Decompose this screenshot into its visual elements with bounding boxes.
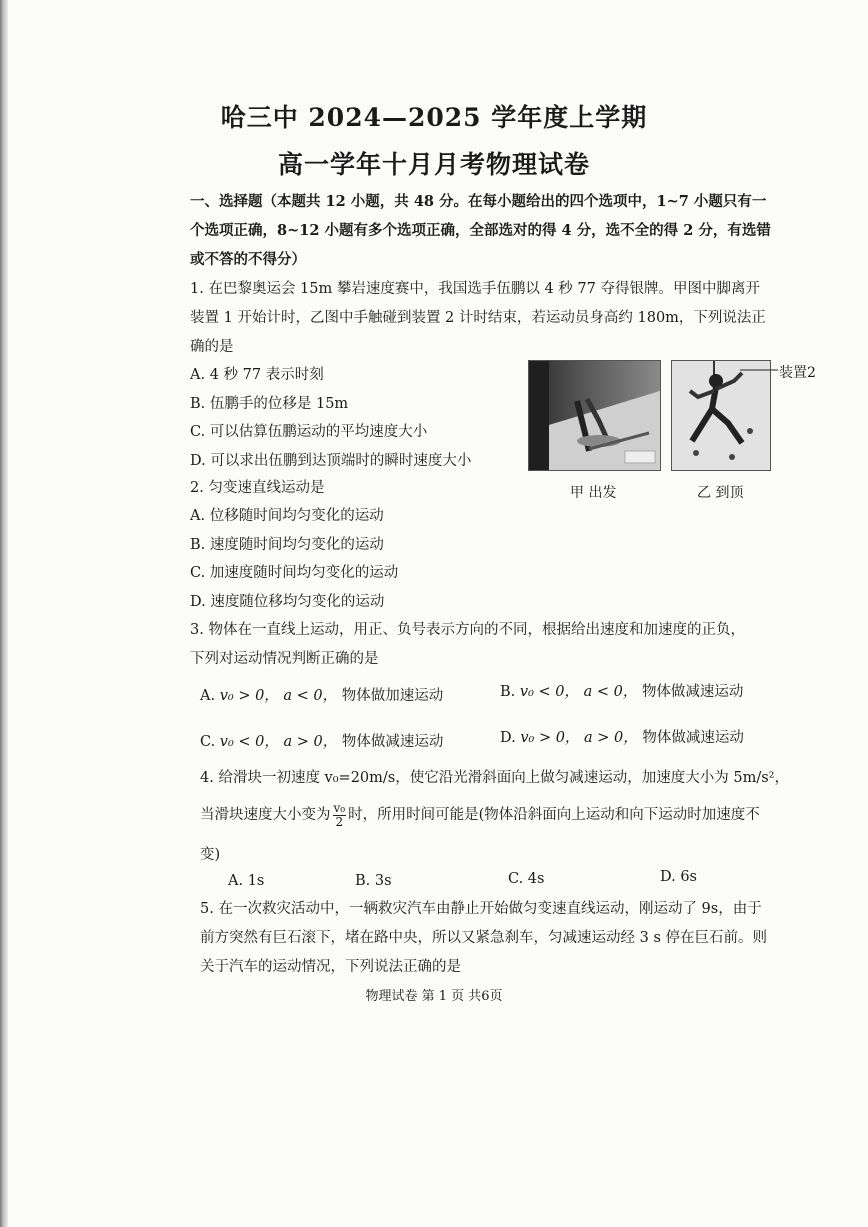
photo-top bbox=[671, 360, 771, 471]
q4-option-d: D. 6s bbox=[660, 869, 697, 885]
q3-option-d-cond: v₀ > 0， a > 0， bbox=[520, 730, 638, 746]
q4-fraction-denominator: 2 bbox=[335, 814, 344, 829]
q4-stem-line1: 4. 给滑块一初速度 v₀=20m/s，使它沿光滑斜面向上做匀减速运动，加速度大小为 5m/s²， bbox=[200, 770, 789, 786]
scan-edge bbox=[0, 0, 8, 1227]
q3-option-c-text: 物体做减速运动 bbox=[341, 734, 444, 750]
q2-stem: 2. 匀变速直线运动是 bbox=[190, 480, 325, 496]
page-footer: 物理试卷 第 1 页 共6页 bbox=[365, 989, 503, 1004]
q2-option-d: D. 速度随位移均匀变化的运动 bbox=[190, 594, 385, 610]
q3-option-b bbox=[500, 682, 743, 702]
q4-stem-line3: 变) bbox=[200, 847, 221, 863]
section-header-line3: 或不答的不得分） bbox=[190, 251, 306, 268]
q3-option-c bbox=[200, 732, 443, 752]
exam-title-line1: 哈三中 2024—2025 学年度上学期 bbox=[220, 103, 648, 132]
q1-stem-line3: 确的是 bbox=[190, 339, 234, 355]
photo-start bbox=[528, 360, 661, 471]
q4-stem-line2 bbox=[200, 800, 760, 830]
device2-pointer bbox=[740, 364, 780, 376]
q3-option-a bbox=[200, 686, 443, 706]
q3-option-c-label: C. bbox=[200, 734, 216, 750]
q3-option-a-text: 物体做加速运动 bbox=[341, 688, 444, 704]
q5-stem-line3: 关于汽车的运动情况，下列说法正确的是 bbox=[200, 959, 461, 975]
q3-option-b-text: 物体做减速运动 bbox=[641, 684, 744, 700]
q3-option-d-text: 物体做减速运动 bbox=[642, 730, 744, 746]
q1-option-c: C. 可以估算伍鹏运动的平均速度大小 bbox=[190, 424, 428, 440]
q2-option-c: C. 加速度随时间均匀变化的运动 bbox=[190, 565, 399, 581]
q3-option-c-cond: v₀ < 0， a > 0， bbox=[219, 734, 338, 750]
q1-stem-line1: 1. 在巴黎奥运会 15m 攀岩速度赛中，我国选手伍鹏以 4 秒 77 夺得银牌。甲图中脚离开 bbox=[190, 281, 760, 297]
q4-fraction bbox=[333, 802, 347, 829]
q1-stem-line2: 装置 1 开始计时，乙图中手触碰到装置 2 计时结束，若运动员身高约 180m，下列说法正 bbox=[190, 310, 766, 326]
section-header-line1: 一、选择题（本题共 12 小题，共 48 分。在每小题给出的四个选项中，1~7 小题只有一 bbox=[190, 193, 767, 210]
q3-option-a-cond: v₀ > 0， a < 0， bbox=[219, 688, 338, 704]
q3-stem-line2: 下列对运动情况判断正确的是 bbox=[190, 651, 379, 667]
q4-option-c: C. 4s bbox=[508, 871, 545, 887]
q4-stem-line2-post: 时，所用时间可能是(物体沿斜面向上运动和向下运动时加速度不 bbox=[348, 807, 760, 823]
q5-stem-line1: 5. 在一次救灾活动中，一辆救灾汽车由静止开始做匀变速直线运动，刚运动了 9s，由于 bbox=[200, 901, 762, 917]
q5-stem-line2: 前方突然有巨石滚下，堵在路中央，所以又紧急刹车，匀减速运动经 3 s 停在巨石前。则 bbox=[200, 930, 767, 946]
q4-fraction-numerator: v₀ bbox=[333, 800, 346, 815]
photo-top-caption: 乙 到顶 bbox=[697, 485, 744, 501]
photo-start-caption: 甲 出发 bbox=[570, 485, 617, 501]
q1-option-a: A. 4 秒 77 表示时刻 bbox=[190, 367, 324, 383]
q1-option-b: B. 伍鹏手的位移是 15m bbox=[190, 396, 349, 412]
q2-option-a: A. 位移随时间均匀变化的运动 bbox=[190, 508, 384, 524]
q4-option-b: B. 3s bbox=[355, 873, 392, 889]
exam-title-line2: 高一学年十月月考物理试卷 bbox=[277, 150, 590, 179]
q3-option-b-cond: v₀ < 0， a < 0， bbox=[519, 684, 638, 700]
q3-option-d-label: D. bbox=[500, 730, 516, 746]
device2-label: 装置2 bbox=[779, 365, 816, 381]
q4-option-a: A. 1s bbox=[228, 873, 265, 889]
section-header-line2: 个选项正确，8~12 小题有多个选项正确，全部选对的得 4 分，选不全的得 2 分，有选错 bbox=[190, 222, 771, 239]
q3-option-d bbox=[500, 728, 744, 748]
q1-option-d: D. 可以求出伍鹏到达顶端时的瞬时速度大小 bbox=[190, 453, 472, 469]
q2-option-b: B. 速度随时间均匀变化的运动 bbox=[190, 537, 384, 553]
q3-stem-line1: 3. 物体在一直线上运动，用正、负号表示方向的不同，根据给出速度和加速度的正负， bbox=[190, 622, 745, 638]
q4-stem-line2-pre: 当滑块速度大小变为 bbox=[200, 807, 331, 823]
q3-option-a-label: A. bbox=[200, 688, 216, 704]
q3-option-b-label: B. bbox=[500, 684, 516, 700]
